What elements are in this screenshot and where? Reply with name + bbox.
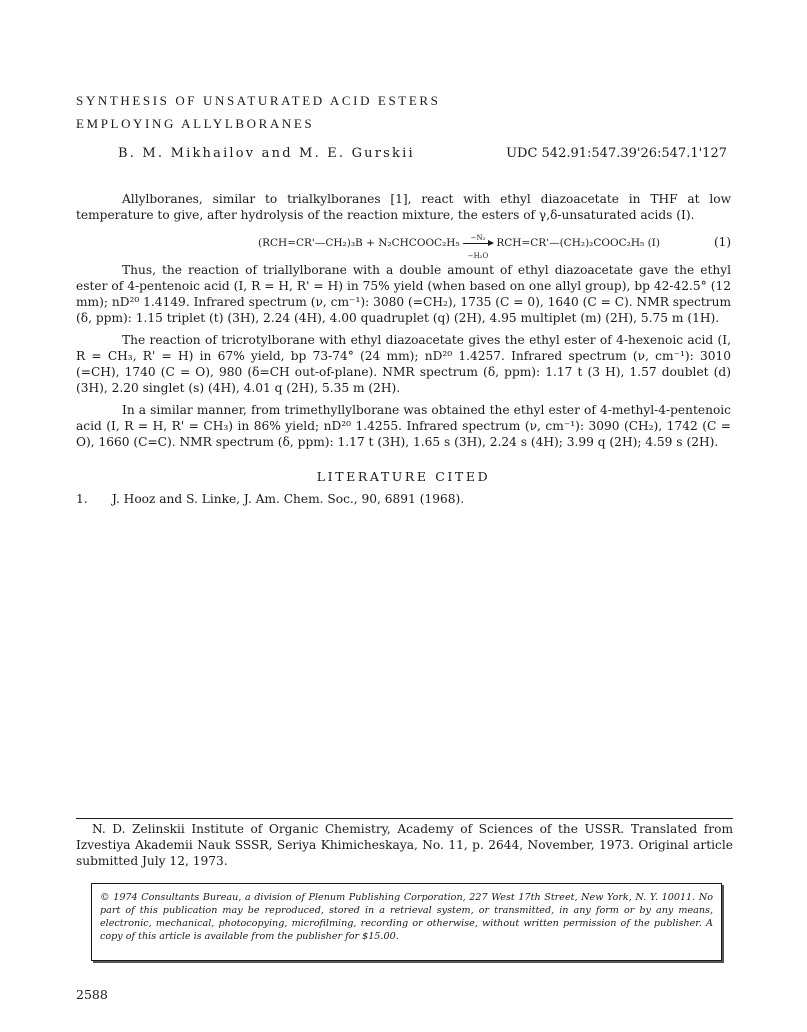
copyright-text: © 1974 Consultants Bureau, a division of Plenum Publishing Corporation, 227 West 17th Street, New York, N. Y. 10011. No part of this publication may be reproduced, stored in a retrieval system, or transmitted, in any form or by any means, electronic, mechanical, photocopying, microfilming, recording or otherwise, without written permission of the publisher. A copy of this article is available from the publisher for $15.00. — [100, 892, 713, 942]
equation-formula — [258, 233, 660, 260]
article-title-line-1: SYNTHESIS OF UNSATURATED ACID ESTERS — [76, 93, 441, 108]
results-section — [76, 262, 731, 456]
arrow-shaft — [463, 243, 493, 244]
intro-paragraph — [76, 191, 731, 229]
equation-number: (1) — [714, 235, 731, 249]
paragraph-hexenoic: The reaction of tricrotylborane with ethyl diazoacetate gives the ethyl ester of 4-hexenoic acid (I, R = CH₃, R' = H) in 67% yield, bp 73-74° (24 mm); nD²⁰ 1.4257. Infrared spectrum (ν, cm⁻¹): 3010 (=CH), 1740 (C = O), 980 (δ=CH out-of-plane). NMR spectrum (δ, ppm): 1.17 t (3 H), 1.57 doublet (d) (3H), 2.20 singlet (s) (4H), 4.01 q (2H), 5.35 m (2H). — [76, 333, 731, 395]
equation-lhs: (RCH=CR'—CH₂)₃B + N₂CHCOOC₂H₅ — [258, 237, 460, 249]
arrow-under-label: −H₂O — [467, 251, 489, 260]
intro-text: Allylboranes, similar to trialkylboranes [1], react with ethyl diazoacetate in THF at low temperature to give, after hydrolysis of the reaction mixture, the esters of γ,δ-unsaturated acids (I). — [76, 192, 731, 222]
arrow-over-label: −N₂ — [470, 233, 486, 242]
reaction-arrow — [463, 233, 493, 260]
affiliation-text: N. D. Zelinskii Institute of Organic Chemistry, Academy of Sciences of the USSR. Translated from Izvestiya Akademii Nauk SSSR, Seriya Khimicheskaya, No. 11, p. 2644, November, 1973. Original article submitted July 12, 1973. — [76, 822, 733, 868]
reaction-equation — [76, 231, 731, 260]
literature-heading: LITERATURE CITED — [316, 469, 491, 484]
copyright-box — [91, 883, 722, 961]
reference-item — [76, 492, 464, 506]
footnote-rule — [76, 818, 733, 819]
page-number: 2588 — [76, 987, 108, 1002]
reference-number: 1. — [76, 492, 88, 506]
reference-text: J. Hooz and S. Linke, J. Am. Chem. Soc., 90, 6891 (1968). — [112, 492, 465, 506]
equation-rhs: RCH=CR'—(CH₂)₂COOC₂H₅ (I) — [496, 237, 660, 249]
authors: B. M. Mikhailov and M. E. Gurskii — [118, 146, 415, 161]
udc-code: UDC 542.91:547.39'26:547.1'127 — [506, 146, 727, 161]
paragraph-methylpentenoic: In a similar manner, from trimethyllylborane was obtained the ethyl ester of 4-methyl-4-pentenoic acid (I, R = H, R' = CH₃) in 86% yield; nD²⁰ 1.4255. Infrared spectrum (ν, cm⁻¹): 3090 (CH₂), 1742 (C = O), 1660 (C=C). NMR spectrum (δ, ppm): 1.17 t (3H), 1.65 s (3H), 2.24 s (4H); 3.99 q (2H); 4.59 s (2H). — [76, 403, 731, 449]
article-title-line-2: EMPLOYING ALLYLBORANES — [76, 116, 315, 131]
paragraph-pentenoic: Thus, the reaction of triallylborane with a double amount of ethyl diazoacetate gave the ethyl ester of 4-pentenoic acid (I, R = H, R' = H) in 75% yield (when based on one allyl group), bp 42-42.5° (12 mm); nD²⁰ 1.4149. Infrared spectrum (ν, cm⁻¹): 3080 (=CH₂), 1735 (C = 0), 1640 (C = C). NMR spectrum (δ, ppm): 1.15 triplet (t) (3H), 2.24 (4H), 4.00 quadruplet (q) (2H), 4.95 multiplet (m) (2H), 5.75 m (1H). — [76, 263, 731, 325]
affiliation-note — [76, 821, 733, 869]
